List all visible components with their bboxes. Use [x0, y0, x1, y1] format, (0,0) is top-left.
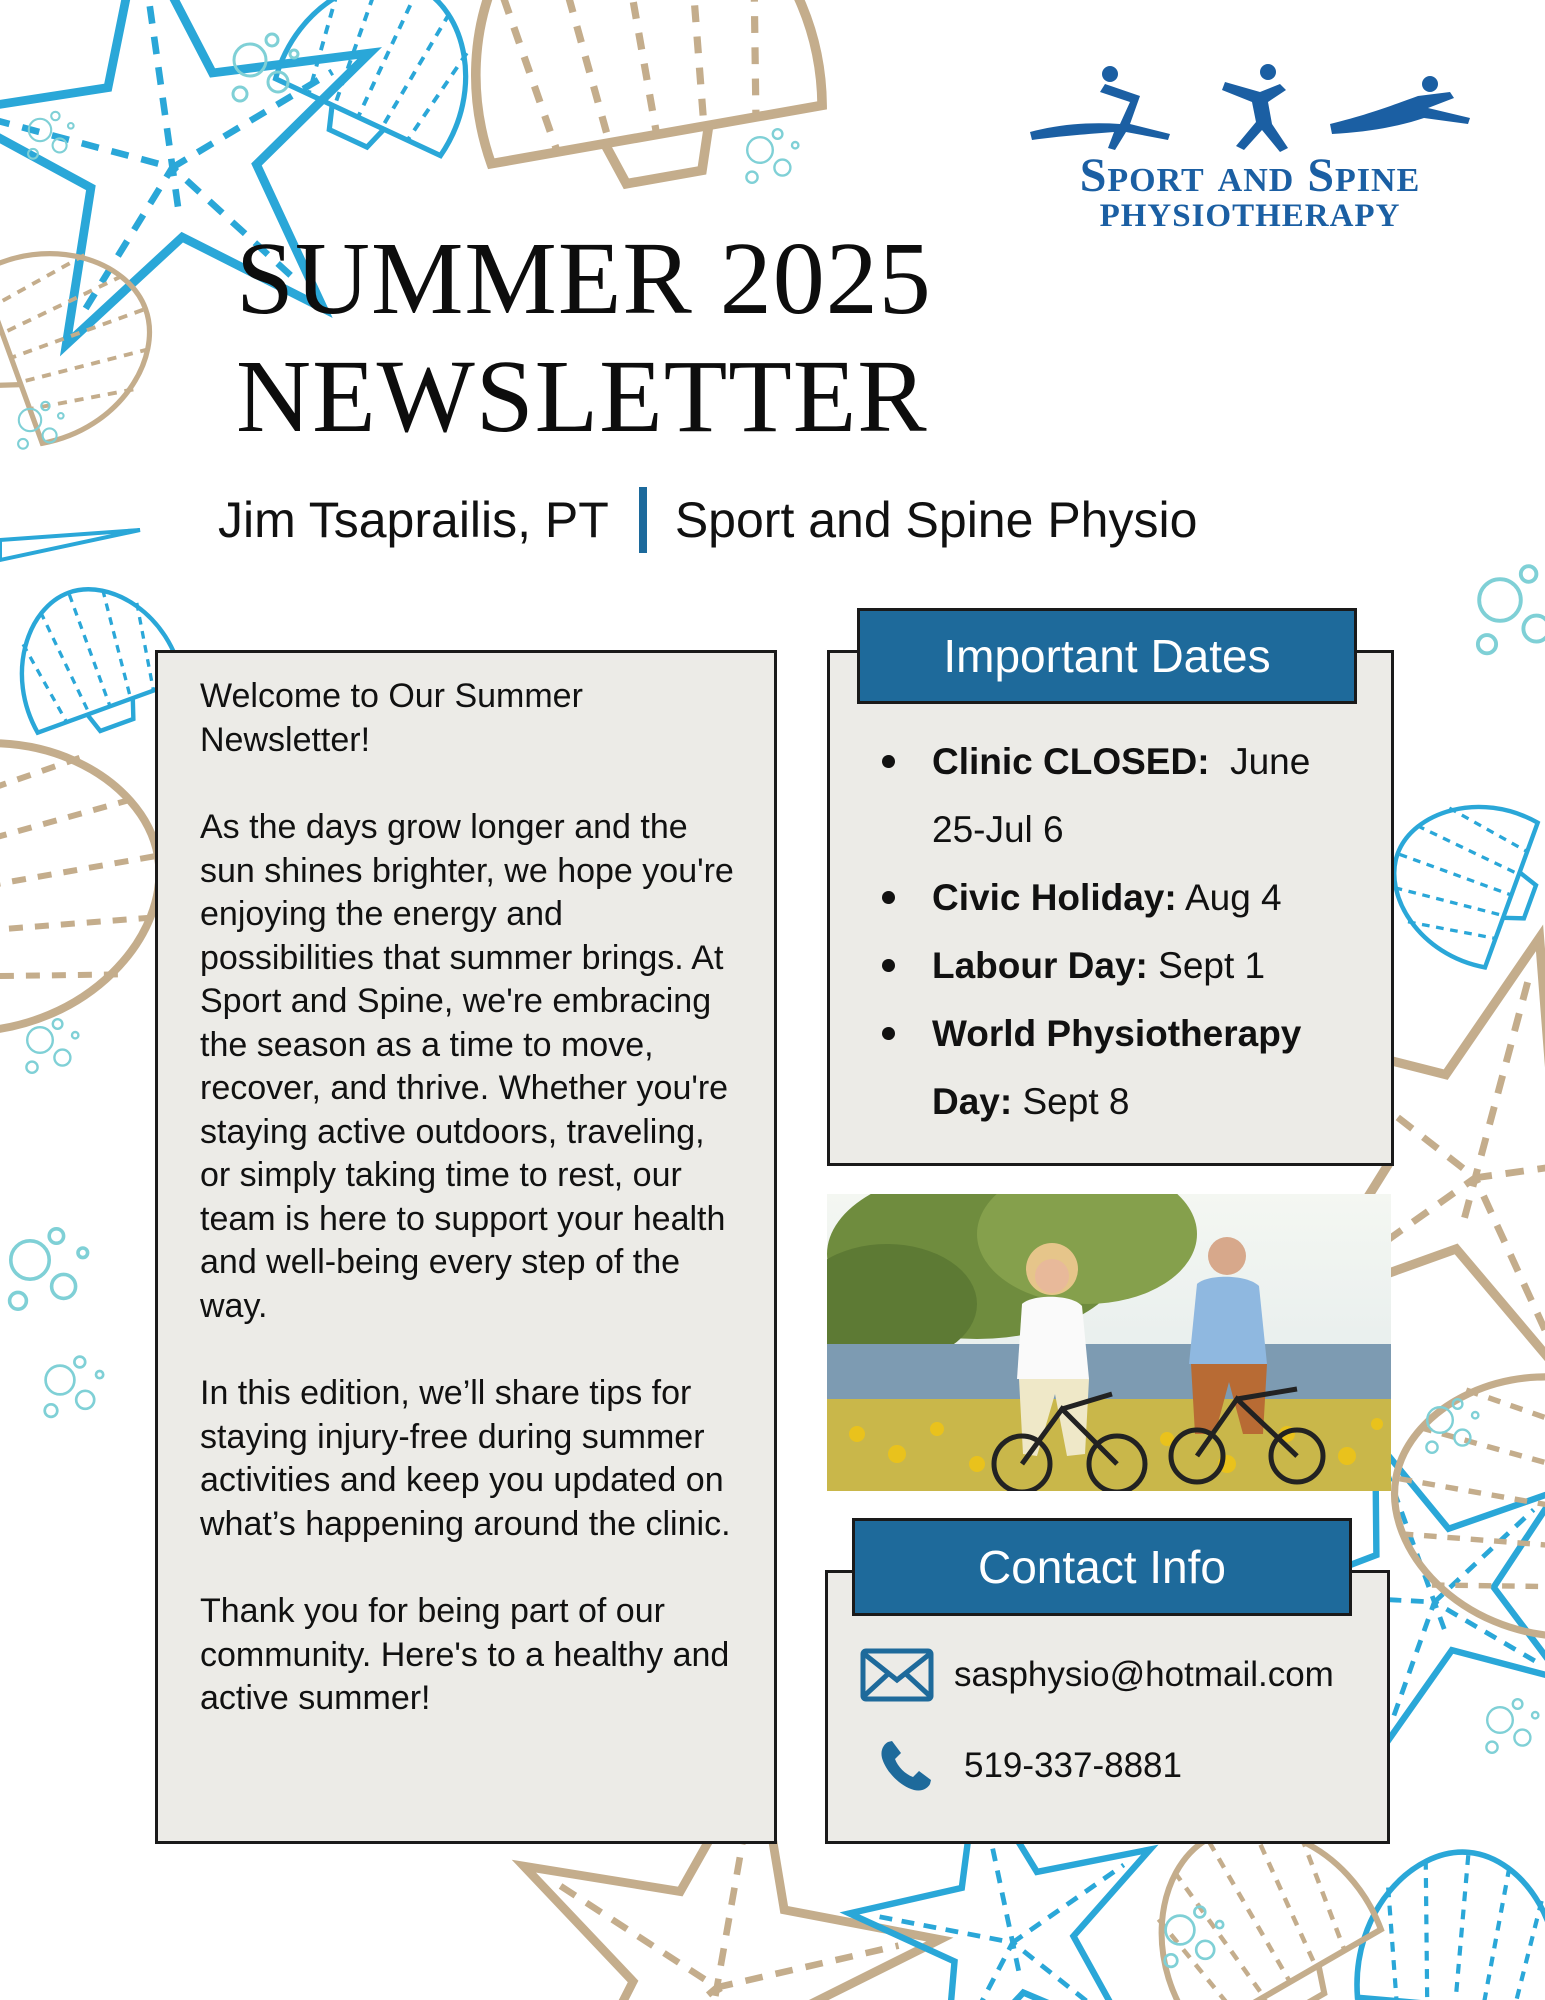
welcome-paragraph-1: Welcome to Our Summer Newsletter!	[200, 677, 583, 759]
figures-logo-icon	[1030, 62, 1470, 152]
envelope-icon	[860, 1648, 934, 1702]
clinic-logo	[1030, 62, 1470, 237]
phone-icon	[878, 1738, 934, 1794]
organization-name: Sport and Spine Physio	[674, 492, 1198, 548]
contact-info-heading: Contact Info	[852, 1518, 1352, 1616]
welcome-paragraph-4: Thank you for being part of our community. Here's to a healthy and active summer!	[200, 1592, 730, 1717]
email-address[interactable]: sasphysio@hotmail.com	[954, 1655, 1334, 1694]
list-item	[882, 932, 1372, 1000]
author-name: Jim Tsaprailis, PT	[218, 492, 609, 548]
byline	[218, 490, 1197, 550]
logo-brand-name: Sport and Spine	[1079, 149, 1421, 202]
phone-row	[878, 1738, 1182, 1794]
list-item	[882, 1000, 1372, 1136]
date-label: Labour Day:	[932, 945, 1148, 986]
title-line-2: NEWSLETTER	[236, 339, 928, 454]
email-row	[860, 1648, 1334, 1702]
date-label: Civic Holiday:	[932, 877, 1177, 918]
welcome-panel	[155, 650, 777, 1844]
date-value: June 25-Jul 6	[932, 741, 1311, 850]
title-line-1: SUMMER 2025	[236, 221, 932, 336]
date-label: Clinic CLOSED:	[932, 741, 1210, 782]
cycling-couple-photo	[827, 1194, 1391, 1491]
important-dates-heading: Important Dates	[857, 608, 1357, 704]
date-value: Aug 4	[1184, 877, 1282, 918]
logo-brand-subtitle: PHYSIOTHERAPY	[1099, 198, 1401, 234]
list-item	[882, 728, 1372, 864]
welcome-paragraph-2: As the days grow longer and the sun shines brighter, we hope you're enjoying the energy and possibilities that summer brings. At Sport and Spine, we're embracing the season as a time to move, recover, and thrive. Whether you're staying active outdoors, traveling, or simply taking time to rest, our team is here to support your health and well-being every step of the way.	[200, 808, 734, 1325]
date-value: Sept 1	[1158, 945, 1266, 986]
byline-divider	[639, 487, 647, 553]
important-dates-list	[882, 728, 1372, 1136]
date-value: Sept 8	[1022, 1081, 1130, 1122]
important-dates-panel	[827, 650, 1394, 1166]
list-item	[882, 864, 1372, 932]
date-label: World Physiotherapy Day:	[932, 1013, 1302, 1122]
newsletter-title	[236, 220, 932, 456]
welcome-paragraph-3: In this edition, we’ll share tips for staying injury-free during summer activities and keep you updated on what’s happening around the clinic.	[200, 1374, 731, 1543]
phone-number[interactable]: 519-337-8881	[964, 1746, 1182, 1785]
